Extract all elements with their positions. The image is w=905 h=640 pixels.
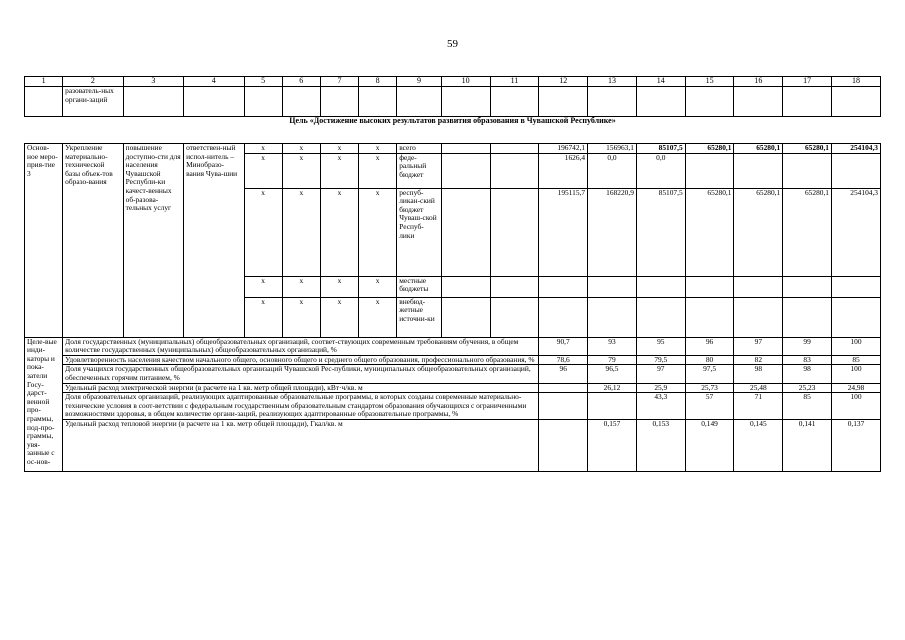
continuation-text: разователь-ных органи-заций: [63, 87, 123, 117]
header-cell: 15: [685, 77, 734, 87]
value-cell: 254104,3: [832, 188, 881, 276]
value-cell: 0,141: [783, 419, 832, 471]
event-executor: ответствен-ный испол-нитель – Минобразо-вания Чува-шии: [184, 144, 244, 338]
value-cell: 65280,1: [685, 144, 734, 154]
code-cell: x: [244, 144, 282, 154]
header-cell: 1: [25, 77, 63, 87]
funding-row-total: [25, 144, 881, 154]
value-cell: [539, 393, 588, 420]
value-cell: 65280,1: [783, 188, 832, 276]
code-cell: x: [282, 297, 320, 337]
value-cell: 25,73: [685, 383, 734, 393]
code-cell: x: [320, 276, 358, 297]
indicator-text: Удовлетворенность населения качеством начального общего, основного общего и среднего общего образования, профессионального образования, %: [63, 355, 539, 365]
funding-source: респуб-ликан-ский бюджет Чуваш-ской Респуб-лики: [397, 188, 442, 276]
indicator-text: Удельный расход электрической энергии (в расчете на 1 кв. метр общей площади), кВт·ч/кв. м: [63, 383, 539, 393]
value-cell: 0,153: [636, 419, 685, 471]
value-cell: 65280,1: [734, 144, 783, 154]
code-cell: x: [359, 276, 397, 297]
value-cell: 0,137: [832, 419, 881, 471]
value-cell: 0,145: [734, 419, 783, 471]
indicator-text: Доля образовательных организаций, реализующих адаптированные образовательные программы, в которых созданы современные материально-технические условия в соот-ветствии с федеральным государственным образовательным стандартом образования обучающихся с ограниченными возможностями здоровья, в общем количестве органи-заций, реализующих адаптированные образовательные программы, %: [63, 393, 539, 420]
value-cell: 98: [783, 365, 832, 383]
value-cell: [539, 383, 588, 393]
header-cell: 14: [636, 77, 685, 87]
value-cell: 79,5: [636, 355, 685, 365]
header-cell: 12: [539, 77, 588, 87]
value-cell: 156963,1: [588, 144, 637, 154]
header-cell: 13: [588, 77, 637, 87]
code-cell: x: [320, 188, 358, 276]
value-cell: 95: [636, 337, 685, 355]
goal-row: [25, 117, 881, 144]
code-cell: x: [244, 276, 282, 297]
value-cell: 97: [636, 365, 685, 383]
value-cell: 82: [734, 355, 783, 365]
indicator-row: [25, 419, 881, 471]
value-cell: [539, 419, 588, 471]
code-cell: x: [282, 153, 320, 188]
page-number: 59: [447, 38, 458, 50]
indicator-row: [25, 337, 881, 355]
code-cell: x: [244, 153, 282, 188]
value-cell: 79: [588, 355, 637, 365]
event-name: Укрепление материально-технической базы объек-тов образо-вания: [63, 144, 123, 338]
indicator-row: [25, 393, 881, 420]
value-cell: 65280,1: [783, 144, 832, 154]
code-cell: x: [359, 153, 397, 188]
value-cell: 25,48: [734, 383, 783, 393]
header-cell: 7: [320, 77, 358, 87]
indicator-text: Удельный расход тепловой энергии (в расчете на 1 кв. метр общей площади), Гкал/кв. м: [63, 419, 539, 471]
code-cell: x: [282, 276, 320, 297]
code-cell: x: [320, 153, 358, 188]
value-cell: 71: [734, 393, 783, 420]
code-cell: x: [359, 144, 397, 154]
header-cell: 6: [282, 77, 320, 87]
value-cell: 25,23: [783, 383, 832, 393]
value-cell: 100: [832, 365, 881, 383]
value-cell: 96,5: [588, 365, 637, 383]
header-cell: 18: [832, 77, 881, 87]
funding-source: местные бюджеты: [397, 276, 442, 297]
value-cell: 85: [832, 355, 881, 365]
indicator-row: [25, 355, 881, 365]
code-cell: x: [320, 144, 358, 154]
indicators-label: Целе-вые инди-каторы и пока-затели Госу-дарст-венной про-граммы, под-про-граммы, увя-занные с ос-нов-: [25, 337, 63, 471]
value-cell: 90,7: [539, 337, 588, 355]
value-cell: 96: [685, 337, 734, 355]
value-cell: 0,0: [636, 153, 685, 188]
value-cell: 43,3: [636, 393, 685, 420]
value-cell: 100: [832, 393, 881, 420]
value-cell: 96: [539, 365, 588, 383]
value-cell: 100: [832, 337, 881, 355]
value-cell: 85107,5: [636, 188, 685, 276]
header-cell: 5: [244, 77, 282, 87]
value-cell: 98: [734, 365, 783, 383]
value-cell: 195115,7: [539, 188, 588, 276]
value-cell: 0,0: [588, 153, 637, 188]
code-cell: x: [282, 188, 320, 276]
value-cell: 196742,1: [539, 144, 588, 154]
header-cell: 10: [441, 77, 490, 87]
funding-source: внебюд-жетные источни-ки: [397, 297, 442, 337]
column-number-row: [25, 77, 881, 87]
value-cell: 78,6: [539, 355, 588, 365]
value-cell: 85: [783, 393, 832, 420]
code-cell: x: [282, 144, 320, 154]
continuation-row: [25, 87, 881, 117]
funding-source: феде-ральный бюджет: [397, 153, 442, 188]
value-cell: 80: [685, 355, 734, 365]
header-cell: 3: [123, 77, 183, 87]
value-cell: [588, 393, 637, 420]
header-cell: 11: [490, 77, 539, 87]
header-cell: 8: [359, 77, 397, 87]
value-cell: 24,98: [832, 383, 881, 393]
value-cell: 0,157: [588, 419, 637, 471]
header-cell: 9: [397, 77, 442, 87]
funding-source: всего: [397, 144, 442, 154]
value-cell: 97,5: [685, 365, 734, 383]
value-cell: 65280,1: [685, 188, 734, 276]
value-cell: 25,9: [636, 383, 685, 393]
value-cell: 0,149: [685, 419, 734, 471]
event-number: Основ-ное меро-прия-тие 3: [25, 144, 63, 338]
value-cell: 83: [783, 355, 832, 365]
code-cell: x: [244, 188, 282, 276]
indicator-text: Доля учащихся государственных общеобразовательных организаций Чувашской Рес-публики, муниципальных общеобразовательных организаций, обеспеченных горячим питанием, %: [63, 365, 539, 383]
header-cell: 2: [63, 77, 123, 87]
header-cell: 4: [184, 77, 244, 87]
event-goal: повышение доступно-сти для населения Чувашской Республи-ки качест-венных об-разова-тельных услуг: [123, 144, 183, 338]
value-cell: 99: [783, 337, 832, 355]
goal-title: Цель «Достижение высоких результатов развития образования в Чувашской Республике»: [25, 117, 881, 144]
indicator-row: [25, 365, 881, 383]
value-cell: 97: [734, 337, 783, 355]
code-cell: x: [359, 188, 397, 276]
code-cell: x: [244, 297, 282, 337]
value-cell: 26,12: [588, 383, 637, 393]
code-cell: x: [320, 297, 358, 337]
indicator-text: Доля государственных (муниципальных) общеобразовательных организаций, соответ-ствующих современным требованиям обучения, в общем количестве государственных (муниципальных) общеобразовательных организаций, %: [63, 337, 539, 355]
value-cell: 65280,1: [734, 188, 783, 276]
header-cell: 16: [734, 77, 783, 87]
header-cell: 17: [783, 77, 832, 87]
value-cell: 85107,5: [636, 144, 685, 154]
program-table: [24, 76, 881, 472]
value-cell: 93: [588, 337, 637, 355]
indicator-row: [25, 383, 881, 393]
code-cell: x: [359, 297, 397, 337]
value-cell: 1626,4: [539, 153, 588, 188]
value-cell: 254104,3: [832, 144, 881, 154]
value-cell: 168220,9: [588, 188, 637, 276]
value-cell: 57: [685, 393, 734, 420]
